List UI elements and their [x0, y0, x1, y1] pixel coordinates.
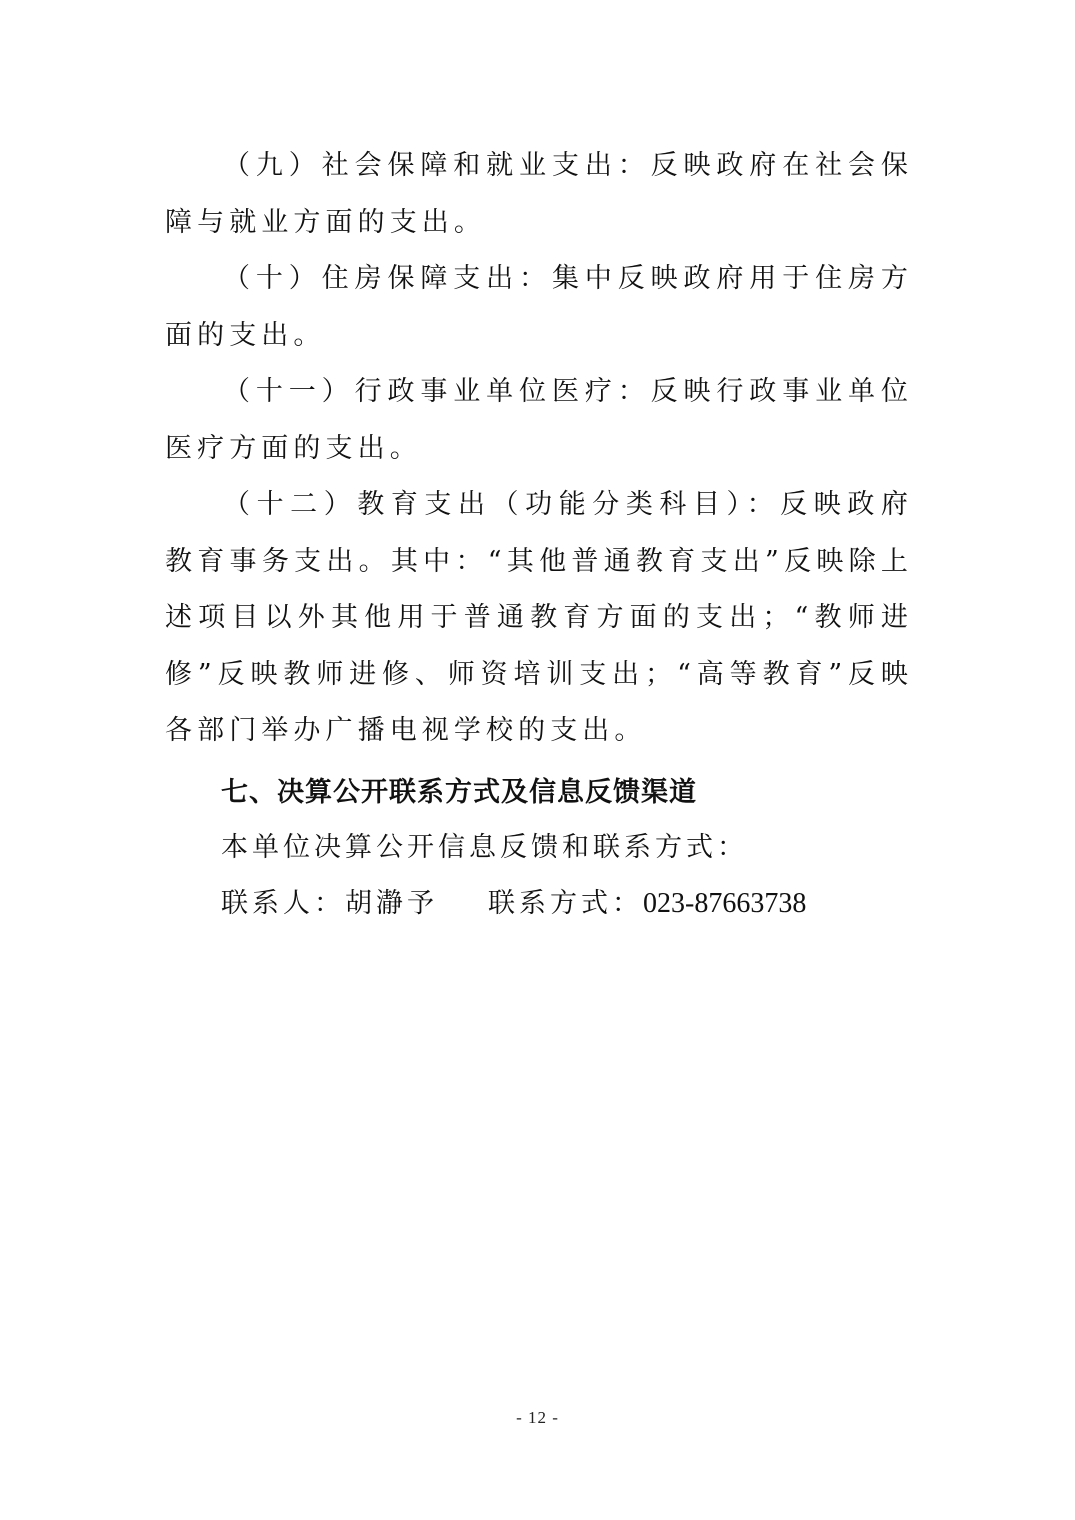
- contact-line: [165, 876, 913, 933]
- page-number: - 12 -: [516, 1408, 559, 1427]
- paragraph-social-security: （九）社会保障和就业支出：反映政府在社会保障与就业方面的支出。: [165, 150, 913, 238]
- contact-person-label: 联系人：: [221, 888, 345, 919]
- contact-method-label: 联系方式：: [488, 888, 643, 919]
- page-body: [165, 138, 913, 933]
- contact-person-name: 胡瀞予: [345, 888, 438, 919]
- paragraph-housing: （十）住房保障支出：集中反映政府用于住房方面的支出。: [165, 263, 913, 351]
- contact-phone: 023-87663738: [643, 888, 807, 919]
- section-heading: 七、决算公开联系方式及信息反馈渠道: [221, 776, 697, 808]
- paragraph-education: （十二）教育支出（功能分类科目）：反映政府教育事务支出。其中：“其他普通教育支出”反映除上述项目以外其他用于普通教育方面的支出；“教师进修”反映教师进修、师资培训支出；“高等教育”反映各部门举办广播电视学校的支出。: [165, 489, 913, 746]
- feedback-intro: 本单位决算公开信息反馈和联系方式：: [221, 831, 748, 863]
- paragraph-medical: （十一）行政事业单位医疗：反映行政事业单位医疗方面的支出。: [165, 376, 913, 464]
